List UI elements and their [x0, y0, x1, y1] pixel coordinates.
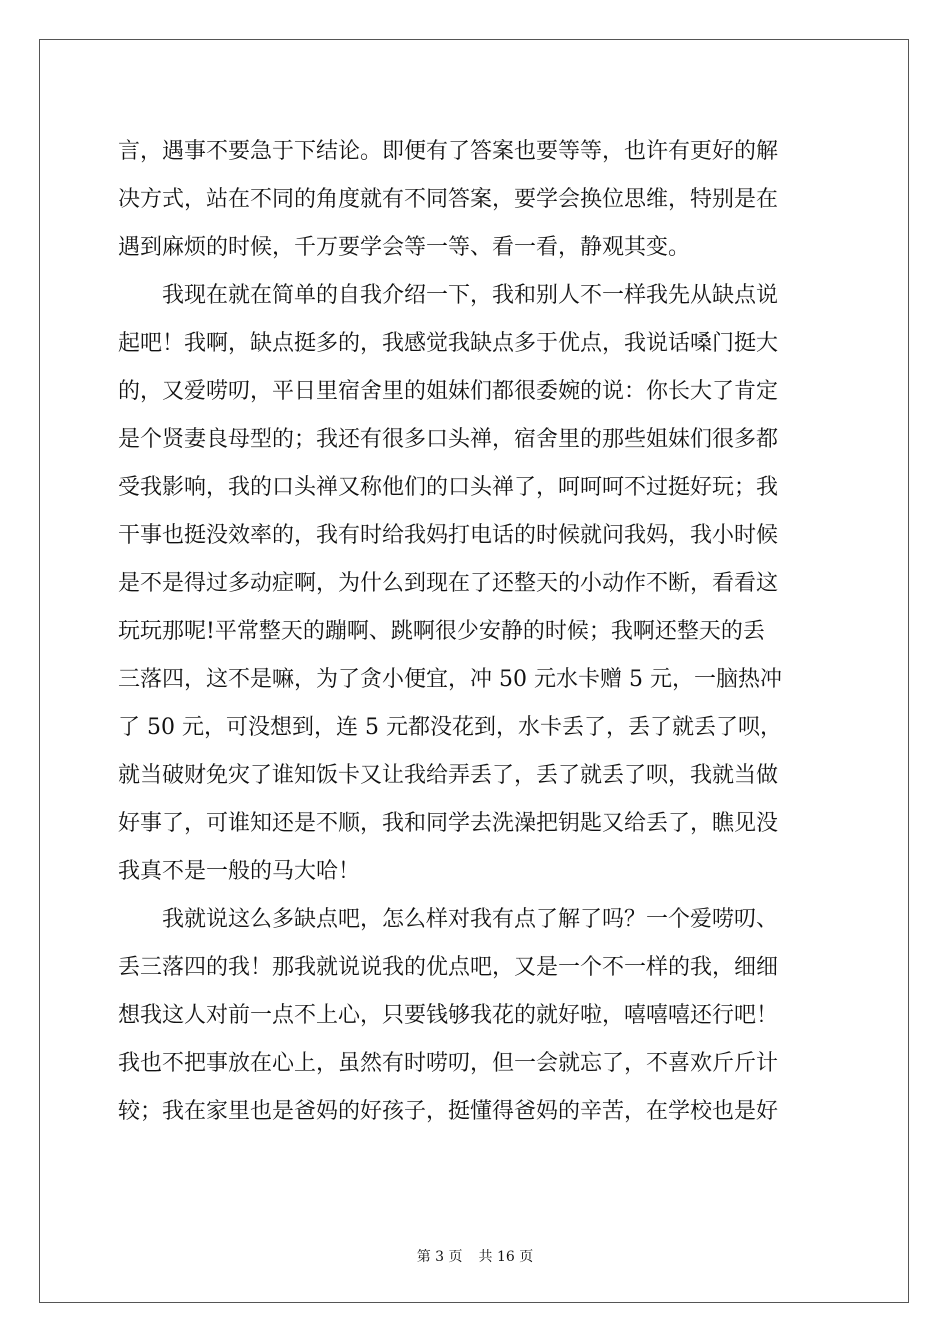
text-line: 我就说这么多缺点吧，怎么样对我有点了解了吗？一个爱唠叨、 — [118, 907, 779, 932]
text-line: 言，遇事不要急于下结论。即便有了答案也要等等，也许有更好的解 — [118, 139, 779, 164]
text-line: 丢三落四的我！那我就说说我的优点吧，又是一个不一样的我，细细 — [118, 955, 779, 980]
text-line: 好事了，可谁知还是不顺，我和同学去洗澡把钥匙又给丢了，瞧见没 — [118, 811, 779, 836]
text-line: 我真不是一般的马大哈！ — [118, 859, 361, 884]
text-line: 干事也挺没效率的，我有时给我妈打电话的时候就问我妈，我小时候 — [118, 523, 779, 548]
text-line: 起吧！我啊，缺点挺多的，我感觉我缺点多于优点，我说话嗓门挺大 — [118, 331, 779, 356]
text-line: 了 50 元，可没想到，连 5 元都没花到，水卡丢了，丢了就丢了呗， — [118, 715, 782, 740]
text-line: 我现在就在简单的自我介绍一下，我和别人不一样我先从缺点说 — [118, 283, 779, 308]
text-line: 三落四，这不是嘛，为了贪小便宜，冲 50 元水卡赠 5 元，一脑热冲 — [118, 667, 782, 692]
text-line: 受我影响，我的口头禅又称他们的口头禅了，呵呵呵不过挺好玩；我 — [118, 475, 779, 500]
document-body — [118, 128, 834, 1136]
text-line: 就当破财免灾了谁知饭卡又让我给弄丢了，丢了就丢了呗，我就当做 — [118, 763, 779, 788]
text-line: 想我这人对前一点不上心，只要钱够我花的就好啦，嘻嘻嘻还行吧！ — [118, 1003, 779, 1028]
text-line: 决方式，站在不同的角度就有不同答案，要学会换位思维，特别是在 — [118, 187, 779, 212]
page-footer — [0, 1246, 950, 1266]
text-line: 较；我在家里也是爸妈的好孩子，挺懂得爸妈的辛苦，在学校也是好 — [118, 1099, 779, 1124]
text-line: 遇到麻烦的时候，千万要学会等一等、看一看，静观其变。 — [118, 235, 691, 260]
text-line: 玩玩那呢!平常整天的蹦啊、跳啊很少安静的时候；我啊还整天的丢 — [118, 619, 765, 644]
text-line: 是不是得过多动症啊，为什么到现在了还整天的小动作不断，看看这 — [118, 571, 779, 596]
text-line: 是个贤妻良母型的；我还有很多口头禅，宿舍里的那些姐妹们很多都 — [118, 427, 779, 452]
text-line: 我也不把事放在心上，虽然有时唠叨，但一会就忘了，不喜欢斤斤计 — [118, 1051, 779, 1076]
text-line: 的，又爱唠叨，平日里宿舍里的姐妹们都很委婉的说：你长大了肯定 — [118, 379, 779, 404]
page-number: 第 3 页 — [416, 1249, 463, 1265]
page-total: 共 16 页 — [478, 1249, 534, 1265]
